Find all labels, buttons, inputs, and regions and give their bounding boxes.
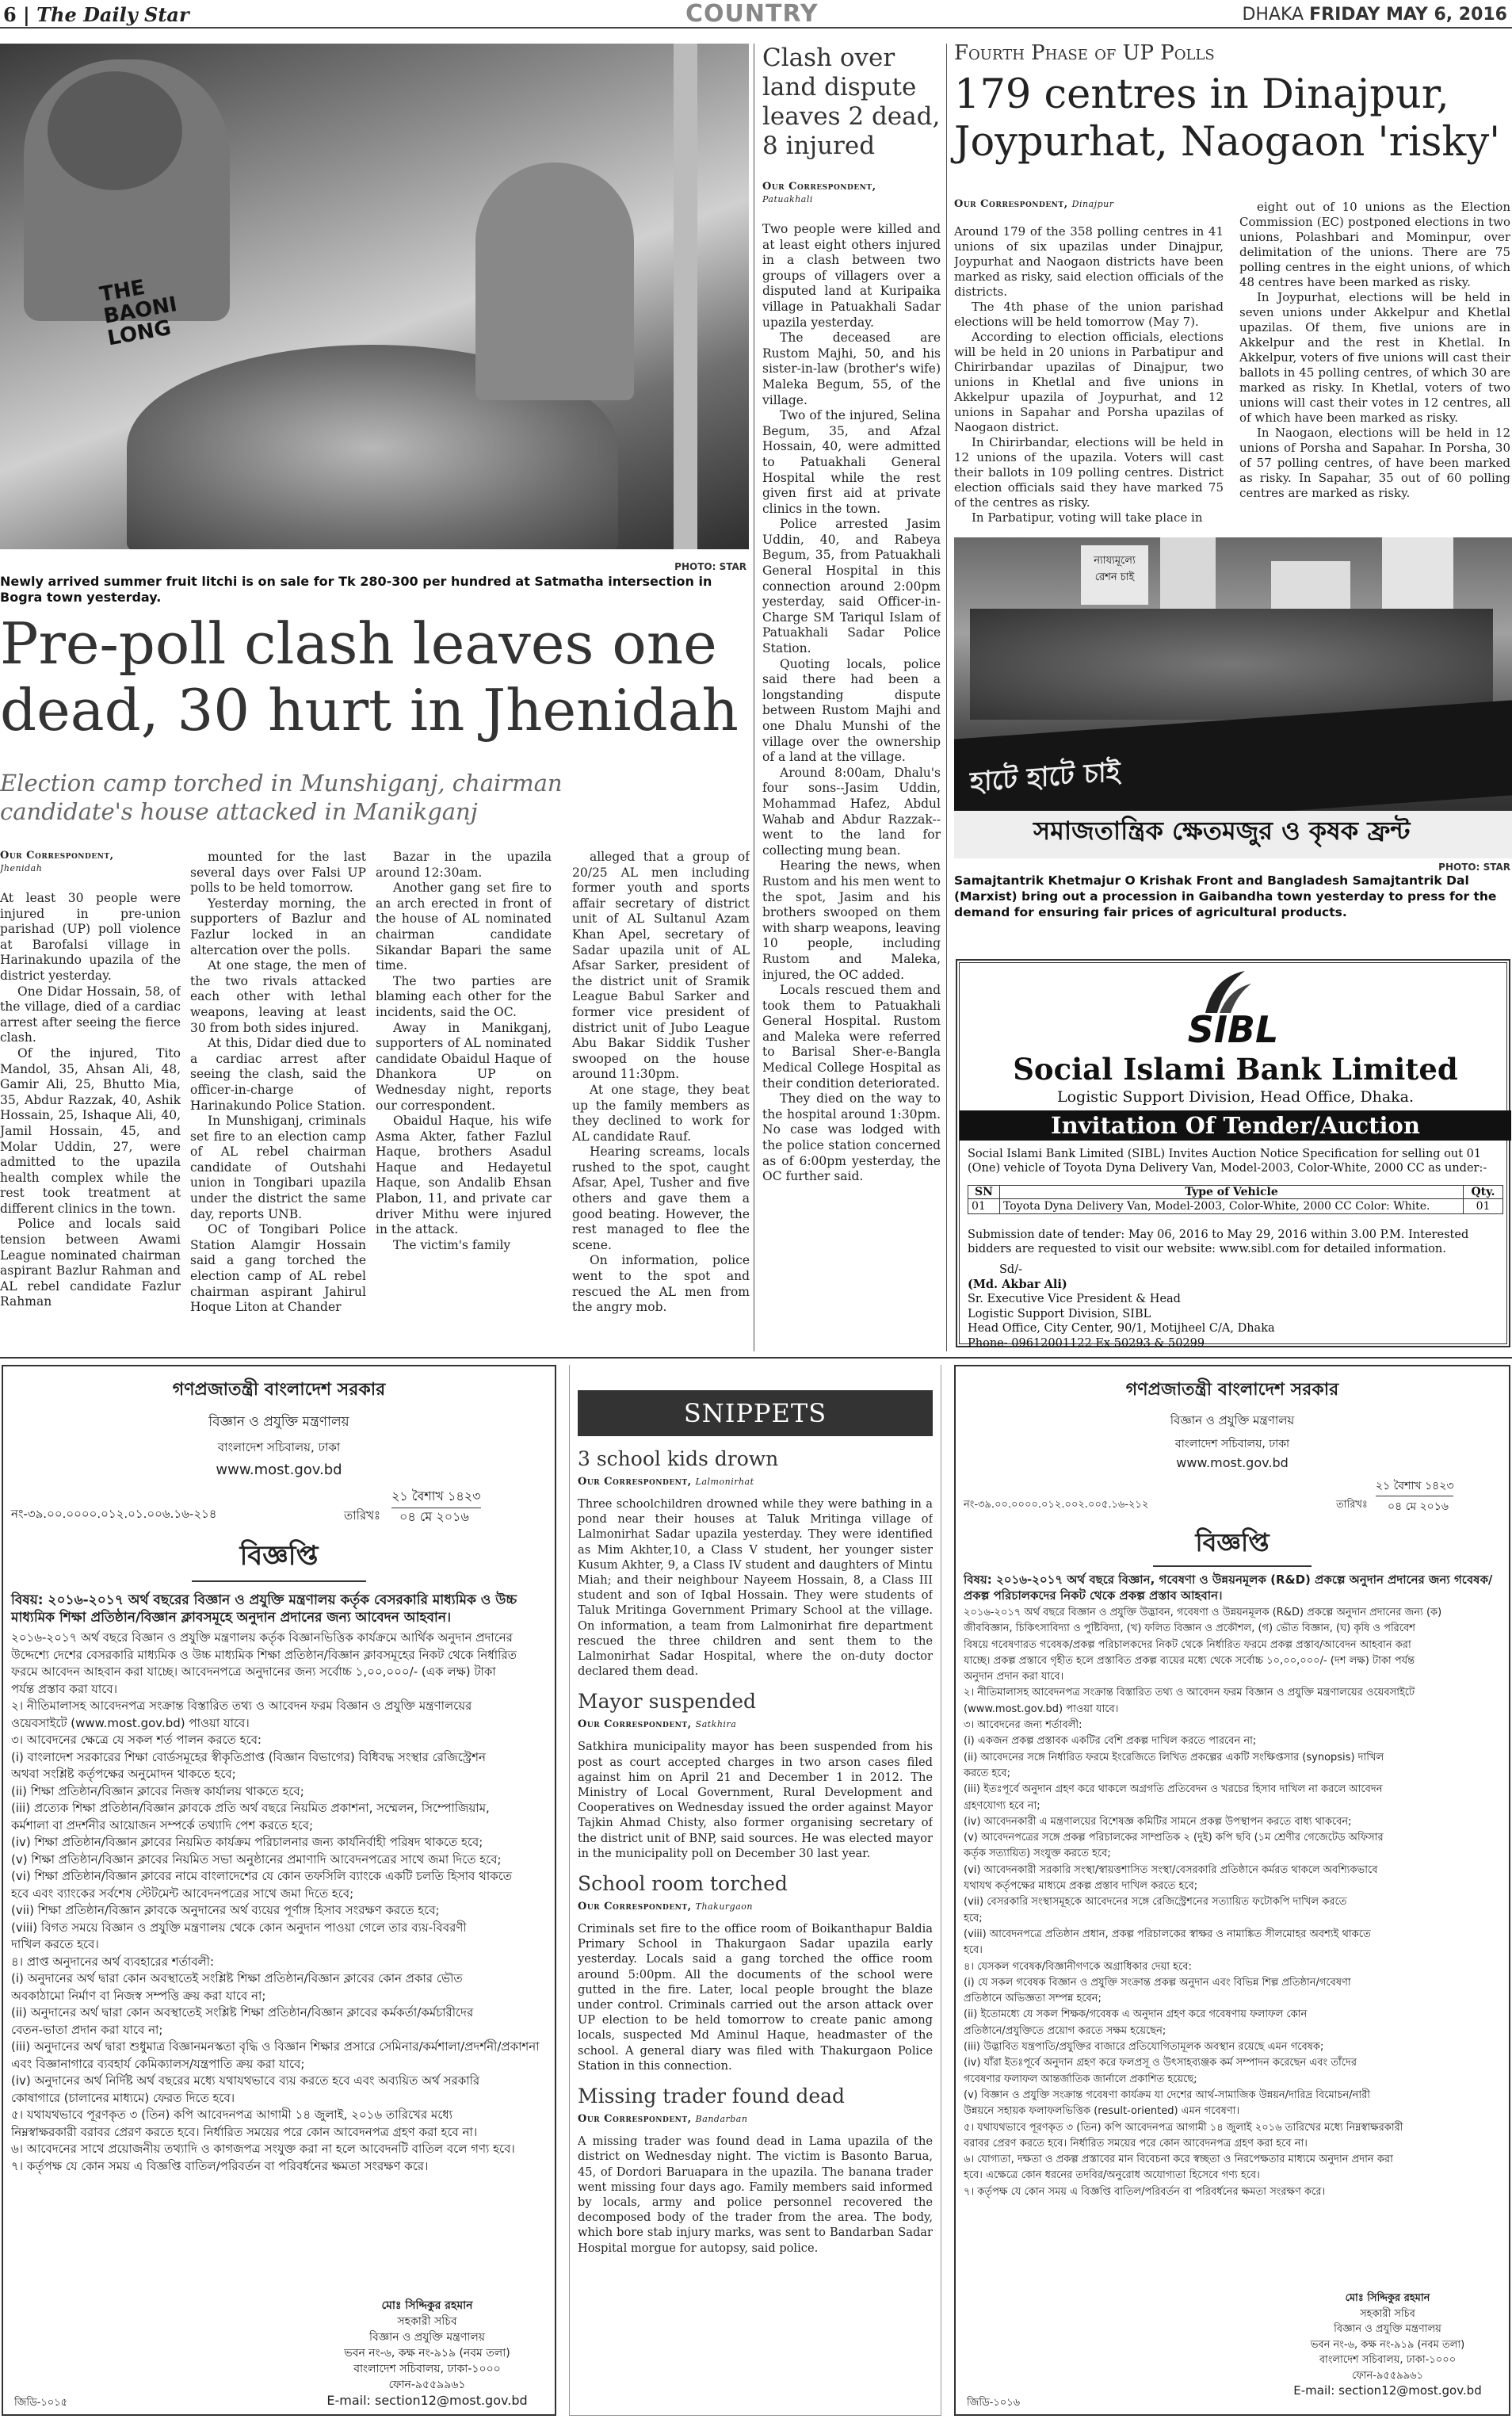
- story3-headline: 179 centres in Dinajpur, Joypurhat, Naogaon 'risky': [954, 71, 1501, 166]
- photo2-caption: Samajtantrik Khetmajur O Krishak Front and Bangladesh Samajtantrik Dal (Marxist) bring out a procession in Gaibandha town yesterday to press for the demand for ensuring fair prices of agricultural products.: [954, 873, 1497, 919]
- notice-line: ৬। যোগ্যতা, দক্ষতা ও প্রকল্প প্রস্তাবের মান বিবেচনা করে স্বচ্ছতা ও নিরপেক্ষতার মাধ্যমে অনুদান প্রদান করা: [964, 2153, 1393, 2166]
- table-header-sn: SN: [968, 1186, 1000, 1199]
- notice-line: ২০১৬-২০১৭ অর্থ বছরে বিজ্ঞান ও প্রযুক্তি মন্ত্রণালয় কর্তৃক বিজ্ঞানভিত্তিক কার্যক্রমে আর্থিক অনুদান প্রদানের: [11, 1630, 513, 1645]
- notice-line: হবে। এক্ষেত্রে কোন ধরনের তদবির/অনুরোধ অযোগ্যতা হিসেবে গণ্য হবে।: [964, 2169, 1260, 2182]
- notice-left-subject: বিষয়: ২০১৬-২০১৭ অর্থ বছরের বিজ্ঞান ও প্রযুক্তি মন্ত্রণালয় কর্তৃক বেসরকারি মাধ্যমিক ও উচ্চ মাধ্যমিক শিক্ষা প্রতিষ্ঠান/বিজ্ঞান ক্লাবসমূহে অনুদান প্রদানের জন্য আবেদন আহবান।: [11, 1592, 517, 1626]
- story3-byline: Our Correspondent, Dinajpur: [954, 198, 1114, 210]
- snippet-item: [578, 1447, 933, 1679]
- paragraph: Hearing screams, locals rushed to the spot, caught Afsar, Apel, Tusher and five others and gave them a good beating. However, the rest managed to flee the scene.: [572, 1145, 750, 1252]
- notice-line: বেতন-ভাতা প্রদান করা যাবে না;: [11, 2022, 163, 2037]
- notice-left-ministry: বিজ্ঞান ও প্রযুক্তি মন্ত্রণালয়: [208, 1414, 349, 1430]
- notice-right-date2: ০৪ মে ২০১৬: [1388, 1500, 1449, 1513]
- notice-line: (vii) শিক্ষা প্রতিষ্ঠান/বিজ্ঞান ক্লাবকে অনুদানের অর্থ ব্যয়ের পূর্ণাঙ্গ হিসাব সংরক্ষণ করতে হবে;: [11, 1903, 440, 1917]
- notice-left-web: www.most.gov.bd: [216, 1462, 342, 1478]
- paragraph: Another gang set fire to an arch erected in front of the house of AL nominated chairman candidate Sikandar Bapari the same time.: [376, 881, 552, 973]
- notice-right-code: জিডি-১০১৬: [967, 2397, 1021, 2409]
- notice-line: এবং বিজ্ঞানাগারে ব্যবহার্য কেমিক্যালস/যন্ত্রপাতি ক্রয় করা যাবে;: [11, 2056, 305, 2071]
- notice-line: (i) যে সকল গবেষক বিজ্ঞান ও প্রযুক্তি সংক্রান্ত প্রকল্প অনুদান এবং বিভিন্ন শিল্প প্রতিষ্ঠান/গবেষণা: [964, 1976, 1351, 1989]
- notice-line: ৪। যেসকল গবেষক/বিজ্ঞানীগণকে অগ্রাধিকার দেয়া হবে:: [964, 1960, 1192, 1973]
- notice-line: (vii) বেসরকারি সংস্থাসমূহকে আবেদনের সঙ্গে রেজিস্ট্রেশনের সত্যায়িত ফটোকপি দাখিল করতে: [964, 1896, 1347, 1909]
- paragraph: The two parties are blaming each other for the incidents, said the OC.: [376, 973, 552, 1019]
- notice-left-office: বাংলাদেশ সচিবালয়, ঢাকা: [217, 1440, 341, 1454]
- paragraph: Police and locals said tension between Awami League nominated chairman aspirant Bazlur Rahman and AL rebel candidate Fazlur Rahman: [0, 1217, 181, 1309]
- notice-line: ২। নীতিমালাসহ আবেদনপত্র সংক্রান্ত বিস্তারিত তথ্য ও আবেদন ফরম বিজ্ঞান ও প্রযুক্তি মন্ত্রণালয়ের: [11, 1699, 472, 1713]
- story1-subhead: Election camp torched in Munshiganj, chairman candidate's house attacked in Manikganj: [0, 770, 563, 825]
- notice-line: (iii) প্রত্যেক শিক্ষা প্রতিষ্ঠান/বিজ্ঞান ক্লাবকে প্রতি অর্থ বছরে নিয়মিত প্রকাশনা, সম্মেলন, সিম্পোজিয়াম,: [11, 1801, 490, 1815]
- notice-line: অবকাঠামো নির্মাণ বা নিজস্ব সম্পত্তি ক্রয় করা যাবে না;: [11, 1988, 266, 2003]
- notice-line: (ii) শিক্ষা প্রতিষ্ঠান/বিজ্ঞান ক্লাবের নিজস্ব কার্যালয় থাকতে হবে;: [11, 1783, 304, 1798]
- story2-byline: Our Correspondent, Patuakhali: [762, 181, 876, 204]
- story2-headline: Clash over land dispute leaves 2 dead, 8 injured: [762, 44, 941, 160]
- story1-col1: [0, 891, 181, 1351]
- notice-right-subject: বিষয়: ২০১৬-২০১৭ অর্থ বছরে বিজ্ঞান, গবেষণা ও উন্নয়নমূলক (R&D) প্রকল্পে অনুদান প্রদানের জন্য গবেষক/প্রকল্প পরিচালকদের নিকট থেকে প্রকল্প প্রস্তাব আহবান।: [964, 1573, 1493, 1603]
- notice-left-date-label: তারিখঃ: [344, 1508, 380, 1523]
- notice-line: ২। নীতিমালাসহ আবেদনপত্র সংক্রান্ত বিস্তারিত তথ্য ও আবেদন ফরম বিজ্ঞান ও প্রযুক্তি মন্ত্রণালয়ের ওয়েবসাইটে: [964, 1687, 1415, 1699]
- procession-photo: [954, 537, 1512, 858]
- paragraph: alleged that a group of 20/25 AL men including former youth and sports affair secretary of district unit of AL Sultanul Azam Khan Apel, secretary of Sadar upazila unit of AL Afsar Sarker, president of the district unit of Sramik League Babul Sarker and former vice president of district unit of Jubo League Abu Bakar Siddik Tusher swooped on the house around 11:30pm.: [572, 850, 750, 1082]
- notice-line: ৬। আবেদনের সাথে প্রয়োজনীয় তথ্যাদি ও কাগজপত্র সংযুক্ত করা না হলে আবেদনটি বাতিল বলে গণ্য হবে।: [11, 2142, 515, 2156]
- notice-line: কর্তৃক সত্যায়িত) সংযুক্ত করতে হবে;: [964, 1848, 1111, 1860]
- story3-kicker: Fourth Phase of UP Polls: [954, 41, 1215, 65]
- paragraph: At least 30 people were injured in pre-union parishad (UP) poll violence at Barofalsi village in Harinakundo upazila of the district yesterday.: [0, 891, 181, 983]
- photo2-credit: PHOTO: STAR: [1438, 862, 1510, 873]
- notice-line: অনুদান প্রদান করা যাবে।: [964, 1671, 1064, 1683]
- notice-line: (v) আবেদনপত্রের সঙ্গে প্রকল্প পরিচালকের সাম্প্রতিক ২ (দুই) কপি ছবি (১ম শ্রেণীর গেজেটেড অফিসার: [964, 1832, 1384, 1844]
- page-header: [0, 0, 1512, 29]
- notice-line: উন্নয়নে সহায়ক ফলাফলভিত্তিক (result-oriented) এমন গবেষণা।: [964, 2105, 1240, 2118]
- snippet-headline: Missing trader found dead: [578, 2085, 846, 2108]
- page-date: DHAKA FRIDAY MAY 6, 2016: [1242, 5, 1507, 25]
- notice-line: (iii) অনুদানের অর্থ দ্বারা শুধুমাত্র বিজ্ঞানমনস্কতা বৃদ্ধি ও বিজ্ঞান শিক্ষার প্রসারে সেমিনার/কর্মশালা/প্রদর্শনী/প্রকাশনা: [11, 2039, 540, 2054]
- paragraph: One Didar Hossain, 58, of the village, died of a cardiac arrest after seeing the fierce clash.: [0, 984, 181, 1045]
- notice-line: হবে।: [964, 1944, 983, 1957]
- notice-line: (v) বিজ্ঞান ও প্রযুক্তি সংক্রান্ত গবেষণা কার্যক্রম যা দেশের আর্থ-সামাজিক উন্নয়ন/দারিদ্র বিমোচন/নারী: [964, 2088, 1370, 2101]
- paragraph: The deceased are Rustom Majhi, 50, and his sister-in-law (brother's wife) Maleka Begum, 55, of the village.: [762, 331, 941, 407]
- notice-line: গবেষণার ফলাফল আন্তর্জাতিক জার্নালে প্রকাশিত হয়েছে;: [964, 2073, 1197, 2085]
- notice-line: বরাবর প্রেরণ করতে হবে। নির্ধারিত সময়ের পরে কোন আবেদনপত্র গ্রহণ করা হবে না।: [964, 2137, 1308, 2150]
- notice-right-date-label: তারিখঃ: [1336, 1499, 1368, 1511]
- snippet-text: Satkhira municipality mayor has been suspended from his post as court accepted charges in two arson cases filed against him on April 21 and December 1 in 2012. The Ministry of Local Government, Rural Development and Cooperatives on Wednesday issued the order against Mayor Tajkin Ahmad Chisty, also former organising secretary of the district unit of BNP, said sources. He was elected mayor in the municipality poll on December 30 last year.: [578, 1740, 933, 1860]
- notice-line: (ii) অনুদানের অর্থ দ্বারা কোন অবস্থাতেই সংশ্লিষ্ট শিক্ষা প্রতিষ্ঠান/বিজ্ঞান ক্লাবের কর্মকর্তা/কর্মচারীদের: [11, 2005, 474, 2020]
- notice-left-memo: নং-৩৯.০০.০০০০.০১২.০১.০০৬.১৬-২১৪: [11, 1507, 217, 1521]
- paragraph: OC of Tongibari Police Station Alamgir Hossain said a gang torched the election camp of AL rebel chairman aspirant Jahirul Hoque Liton at Chander: [190, 1222, 366, 1315]
- page-masthead: 6 | The Daily Star: [3, 3, 189, 26]
- paragraph: The 4th phase of the union parishad elections will be held tomorrow (May 7).: [954, 300, 1224, 329]
- story1-byline: Our Correspondent, Jhenidah: [0, 850, 114, 873]
- notice-line: ওয়েবসাইটে (www.most.gov.bd) পাওয়া যাবে।: [11, 1715, 250, 1730]
- notice-line: প্রতিষ্ঠানে/প্রযুক্তিতে প্রয়োগ করতে সক্ষম হয়েছেন;: [964, 2024, 1166, 2037]
- notice-right-govt: গণপ্রজাতন্ত্রী বাংলাদেশ সরকার: [1125, 1380, 1339, 1400]
- notice-right-date1: ২১ বৈশাখ ১৪২৩: [1376, 1477, 1453, 1496]
- table-header-type: Type of Vehicle: [1000, 1186, 1464, 1199]
- notice-line: (iv) শিক্ষা প্রতিষ্ঠান/বিজ্ঞান ক্লাবের নিয়মিত কার্যক্রম পরিচালনার জন্য কার্যনির্বাহী পরিষদ থাকতে হবে;: [11, 1835, 483, 1849]
- sibl-intro: Social Islami Bank Limited (SIBL) Invites Auction Notice Specification for selling out 01 (One) vehicle of Toyota Dyna Delivery Van, Model-2003, Color-White, 2000 CC as under:-: [968, 1148, 1487, 1175]
- paragraph: In Naogaon, elections will be held in 12 unions of Porsha and Sapahar. In Porsha, 30 of 57 polling centres, of have been marked as risky. In Sapahar, 35 out of 60 polling centres are marked as risky.: [1239, 426, 1510, 500]
- notice-right-office: বাংলাদেশ সচিবালয়, ঢাকা: [1174, 1438, 1290, 1450]
- sibl-vehicle-table: [968, 1185, 1503, 1214]
- sibl-title: Invitation Of Tender/Auction: [960, 1110, 1511, 1141]
- sibl-name: Social Islami Bank Limited: [1013, 1052, 1458, 1087]
- paragraph: According to election officials, elections will be held in 20 unions in Parbatipur and Chirirbandar upazilas of Dinajpur, two unions in Khetlal and five unions in Akkelpur upazila of Joypurhat, and 12 unions in Sapahar and Porsha upazilas of Naogaon district.: [954, 330, 1224, 434]
- paragraph: Locals rescued them and took them to Patuakhali General Hospital. Rustom and Maleka were referred to Barisal Sher-e-Bangla Medical College Hospital as their condition deteriorated.: [762, 983, 941, 1091]
- sibl-signature-block: Sd/- (Md. Akbar Ali) Sr. Executive Vice President & Head Logistic Support Division, SIBL Head Office, City Center, 90/1, Motijheel C/A, Dhaka Phone- 09612001122 Ex 50293 & 50299: [968, 1263, 1275, 1350]
- paragraph: Quoting locals, police said there had been a longstanding dispute between Rustom Majhi and one Dhalu Munshi of the village over the ownership of a land at the village.: [762, 656, 941, 765]
- notice-line: (iii) উদ্ভাবিত যন্ত্রপাতি/প্রযুক্তির বাজারে প্রতিযোগিতামূলক অবস্থান রয়েছে এমন গবেষক;: [964, 2041, 1324, 2054]
- snippet-text: A missing trader was found dead in Lama upazila of the district on Wednesday night. The victim is Basonto Barua, 45, of Dordori Baruapara in the upazila. The banana trader went missing four days ago. Family members said informed by locals, army and police personnel recovered the decomposed body of the trader from the area. The body, which bore stab injury marks, was sent to Bandarban Sadar Hospital morgue for autopsy, said police.: [578, 2134, 933, 2255]
- table-row: 01 Toyota Dyna Delivery Van, Model-2003, Color-White, 2000 CC Color: White. 01: [968, 1199, 1503, 1214]
- sibl-logo: SIBL: [1187, 1008, 1279, 1051]
- notice-right-body: [964, 1605, 1501, 2318]
- notice-line: (vi) শিক্ষা প্রতিষ্ঠান/বিজ্ঞান ক্লাবের নামে বাংলাদেশের যে কোন তফসিলি ব্যাংকে একটি চলতি হিসাব থাকতে: [11, 1869, 513, 1883]
- notice-line: (iv) আবেদনকারী এ মন্ত্রণালয়ের বিশেষজ্ঞ কমিটির সামনে প্রকল্প উপস্থাপন করতে বাধ্য থাকবেন;: [964, 1815, 1352, 1828]
- snippet-headline: Mayor suspended: [578, 1690, 757, 1714]
- paragraph: mounted for the last several days over Falsi UP polls to be held tomorrow.: [190, 850, 366, 896]
- procession-banner2: সমাজতান্ত্রিক ক্ষেতমজুর ও কৃষক ফ্রন্ট: [954, 811, 1512, 858]
- procession-sign1: ন্যায্যমূল্যে রেশন চাই: [1081, 545, 1148, 605]
- paragraph: Police arrested Jasim Uddin, 40, and Rabeya Begum, 35, from Patuakhali General Hospital in this connection around 2:00pm yesterday, said Officer-in-Charge SM Tariqul Islam of Patuakhali Sadar Police Station.: [762, 517, 941, 656]
- notice-line: ৪। প্রাপ্ত অনুদানের অর্থ ব্যবহারের শর্তাবলী:: [11, 1954, 215, 1969]
- notice-line: গ্রহণযোগ্য হবে না;: [964, 1799, 1040, 1812]
- notice-left-title: বিজ্ঞপ্তি: [192, 1535, 366, 1582]
- snippet-headline: 3 school kids drown: [578, 1447, 779, 1470]
- paragraph: They died on the way to the hospital around 1:30pm. No case was lodged with the police station concerned as of 6:00pm yesterday, the OC further said.: [762, 1091, 941, 1184]
- tshirt-text: THE BAONI LONG: [97, 275, 179, 351]
- notice-line: (i) একজন প্রকল্প প্রস্তাবক একটির বেশি প্রকল্প দাখিল করতে পারবেন না;: [964, 1735, 1257, 1748]
- story2-body: [762, 222, 941, 1351]
- story1-col2: [190, 850, 366, 1351]
- story1-headline: Pre-poll clash leaves one dead, 30 hurt in Jhenidah: [0, 610, 739, 743]
- paragraph: Two of the injured, Selina Begum, 35, and Afzal Hossain, 40, were admitted to Patuakhali General Hospital while the rest given first aid at private clinics in the town.: [762, 408, 941, 516]
- story3-col1: [954, 224, 1224, 535]
- snippet-byline: Our Correspondent, Bandarban: [578, 2113, 748, 2126]
- story1-col3: [376, 850, 552, 1351]
- notice-right: [954, 1365, 1510, 2416]
- notice-line: ৩। আবেদনের জন্য শর্তাবলী:: [964, 1719, 1082, 1732]
- notice-line: (i) অনুদানের অর্থ দ্বারা কোন অবস্থাতেই সংশ্লিষ্ট শিক্ষা প্রতিষ্ঠান/বিজ্ঞান ক্লাবের কোন প্রকার ভৌত: [11, 1971, 463, 1985]
- notice-right-signature: মোঃ সিদ্দিকুর রহমান সহকারী সচিব বিজ্ঞান ও প্রযুক্তি মন্ত্রণালয় ভবন নং-৬, কক্ষ নং-৯১৯ (নবম তলা) বাংলাদেশ সচিবালয়, ঢাকা-১০০০ ফোন-৯৫৫৯৯৬১ E-mail: section12@most.gov.bd: [1293, 2292, 1482, 2398]
- story1-col4: [572, 850, 750, 1351]
- notice-left-govt: গণপ্রজাতন্ত্রী বাংলাদেশ সরকার: [172, 1380, 386, 1400]
- notice-line: (www.most.gov.bd) পাওয়া যাবে।: [964, 1702, 1119, 1715]
- notice-line: কোষাগারে (চালানের মাধ্যমে) ফেরত দিতে হবে।: [11, 2090, 235, 2105]
- notice-line: প্রতিষ্ঠানে অভিজ্ঞতা সম্পন্ন হবেন;: [964, 1993, 1102, 2005]
- paragraph: Obaidul Haque, his wife Asma Akter, father Fazlul Haque, brothers Asadul Haque and Hedayetul Haque, son Andalib Ehsan Plabon, 11, and private car driver Mithu were injured in the attack.: [376, 1114, 552, 1237]
- paragraph: In Parbatipur, voting will take place in: [972, 510, 1203, 525]
- paragraph: Away in Manikganj, supporters of AL nominated candidate Obaidul Haque of Dhankora UP on Wednesday night, reports our correspondent.: [376, 1020, 552, 1113]
- litchi-photo: [0, 44, 749, 549]
- notice-line: ৫। যথাযথভাবে পূরণকৃত ৩ (তিন) কপি আবেদনপত্র আগামী ১৪ জুলাই, ২০১৬ তারিখের মধ্যে: [11, 2108, 453, 2122]
- notice-line: দাখিল করতে হবে।: [11, 1937, 99, 1951]
- paragraph: Two people were killed and at least eight others injured in a clash between two groups of villagers over a disputed land at Kuripaika village in Patuakhali Sadar upazila yesterday.: [762, 222, 941, 330]
- section-title: COUNTRY: [685, 0, 819, 28]
- notice-line: (ii) ইতোমধ্যে যে সকল শিক্ষক/গবেষক এ অনুদান গ্রহণ করে গবেষণায় ফলাফল কোন: [964, 2008, 1308, 2021]
- notice-left-code: জিডি-১০১৫: [14, 2397, 68, 2409]
- notice-right-ministry: বিজ্ঞান ও প্রযুক্তি মন্ত্রণালয়: [1170, 1413, 1295, 1427]
- paragraph: Hearing the news, when Rustom and his men went to the spot, Jasim and his brothers swooped on them with sharp weapons, leaving 10 people, including Rustom and Maleka, injured, the OC added.: [762, 858, 941, 982]
- paragraph: Of the injured, Tito Mandol, 35, Ahsan Ali, 48, Gamir Ali, 25, Bhutto Mia, 35, Abdur Razzak, 40, Ashik Hossain, 25, Ishaque Ali, 40, Jamil Hossain, 45, and Molar Uddin, 27, were admitted to the upazila health complex while the rest took treatment at different clinics in the town.: [0, 1045, 181, 1216]
- snippet-byline: Our Correspondent, Lalmonirhat: [578, 1476, 754, 1488]
- notice-line: (vi) আবেদনকারী সরকারি সংস্থা/স্বায়ত্তশাসিত সংস্থা/বেসরকারি প্রতিষ্ঠানে কর্মরত থাকলে অবশ্যিকভাবে: [964, 1863, 1378, 1876]
- notice-line: ২০১৬-২০১৭ অর্থ বছরে বিজ্ঞান ও প্রযুক্তি উদ্ভাবন, গবেষণা ও উন্নয়নমূলক (R&D) প্রকল্পে অনুদান প্রদানের জন্য (ক): [964, 1607, 1442, 1618]
- notice-line: উদ্দেশ্যে দেশের বেসরকারি মাধ্যমিক ও উচ্চ মাধ্যমিক শিক্ষা প্রতিষ্ঠান/বিজ্ঞান ক্লাবসমূহের নিকট থেকে নির্ধারিত: [11, 1647, 517, 1662]
- notice-left: [2, 1365, 556, 2416]
- snippets-title: SNIPPETS: [578, 1390, 933, 1436]
- snippet-headline: School room torched: [578, 1872, 788, 1896]
- notice-line: কর্মশালা বা প্রদর্শনীর আয়োজন সম্পর্কে তথ্যাদি পেশ করতে হবে;: [11, 1817, 314, 1832]
- sibl-submission: Submission date of tender: May 06, 2016 to May 29, 2016 within 3.00 P.M. Interested bidders are requested to visit our website: www.sibl.com for detailed information.: [968, 1229, 1469, 1255]
- photo1-credit: PHOTO: STAR: [674, 561, 746, 572]
- notice-line: জীববিজ্ঞান, চিকিৎসাবিদ্যা ও পুষ্টিবিদ্যা, (খ) ফলিত বিজ্ঞান ও প্রকৌশল, (গ) ভৌত বিজ্ঞান, (ঘ) কৃষি ও পরিবেশ: [964, 1622, 1415, 1635]
- notice-right-title: বিজ্ঞপ্তি: [1153, 1523, 1312, 1567]
- notice-right-web: www.most.gov.bd: [1176, 1455, 1289, 1470]
- notice-left-date2: ০৪ মে ২০১৬: [399, 1509, 469, 1524]
- snippet-text: Criminals set fire to the office room of Boikanthapur Baldia Primary School in Thakurgaon Sadar upazila early yesterday. Locals said a gang torched the office room around 5:00pm. All the documents of the school were gutted in the fire. Later, local people brought the blaze under control. Criminals carried out the arson attack over UP election to be held tomorrow to create panic among locals, suspected Md Aminul Haque, headmaster of the school. A general diary was filed with Thakurgaon Police Station in this connection.: [578, 1922, 933, 2073]
- snippet-item: [578, 2085, 933, 2256]
- notice-line: (ii) আবেদনের সঙ্গে নির্ধারিত ফরমে ইংরেজিতে লিখিত প্রকল্পের একটি সংক্ষিপ্তসার (synopsis) দাখিল: [964, 1751, 1384, 1764]
- notice-left-date1: ২১ বৈশাখ ১৪২৩: [391, 1486, 481, 1508]
- paragraph: Around 179 of the 358 polling centres in 41 unions of six upazilas under Dinajpur, Joypurhat and Naogaon districts have been marked as risky, said election officials of the districts.: [954, 224, 1224, 299]
- notice-left-signature: মোঃ সিদ্দিকুর রহমান সহকারী সচিব বিজ্ঞান ও প্রযুক্তি মন্ত্রণালয় ভবন নং-৬, কক্ষ নং-৯১৯ (নবম তলা) বাংলাদেশ সচিবালয়, ঢাকা-১০০০ ফোন-৯৫৫৯৯৬১ E-mail: section12@most.gov.bd: [326, 2299, 528, 2408]
- notice-line: (iii) ইতঃপূর্বে অনুদান গ্রহণ করে থাকলে অগ্রগতি প্রতিবেদন ও খরচের হিসাব দাখিল না করলে আবেদন: [964, 1783, 1383, 1796]
- sibl-tender-ad: [956, 959, 1510, 1350]
- notice-line: ৭। কর্তৃপক্ষ যে কোন সময় এ বিজ্ঞপ্তি বাতিল/পরিবর্তন বা পরিবর্ধনের ক্ষমতা সংরক্ষণ করে।: [964, 2185, 1326, 2198]
- paragraph: Around 8:00am, Dhalu's four sons--Jasim Uddin, Mohammad Hafez, Abdul Wahab and Abdur Razzak--went to the land for collecting mung bean.: [762, 765, 941, 858]
- notice-line: (i) বাংলাদেশ সরকারের শিক্ষা বোর্ডসমূহের স্বীকৃতিপ্রাপ্ত (বিজ্ঞান বিভাগের) বিধিবদ্ধ সংস্থার রেজিস্ট্রেশন: [11, 1749, 486, 1764]
- paragraph: At one stage, they beat up the family members as they declined to work for AL candidate Rauf.: [572, 1082, 750, 1144]
- notice-line: (v) শিক্ষা প্রতিষ্ঠান/বিজ্ঞান ক্লাবের নিয়মিত সভা অনুষ্ঠানের প্রমাণাদি আবেদনপত্রের সাথে জমা দিতে হবে;: [11, 1852, 502, 1867]
- notice-line: (iv) যাঁরা ইতঃপূর্বে অনুদান গ্রহণ করে ফলপ্রসূ ও উৎসাহব্যঞ্জক কর্ম সম্পাদন করেছেন এবং তাঁদের: [964, 2057, 1357, 2069]
- snippet-byline: Our Correspondent, Thakurgaon: [578, 1901, 753, 1913]
- notice-line: পর্যন্ত প্রস্তাব করা যাবে।: [11, 1681, 117, 1696]
- notice-line: যাচ্ছে। প্রকল্প প্রস্তাবে গৃহীত হলে প্রস্তাবিত প্রকল্প ব্যয়ের মধ্যে থেকে সর্বোচ্চ ১০,০০,০০০/- (দশ লক্ষ) টাকা পর্যন্ত: [964, 1654, 1415, 1667]
- sibl-division: Logistic Support Division, Head Office, Dhaka.: [1056, 1088, 1415, 1106]
- notice-line: (iv) অনুদানের অর্থ নির্দিষ্ট অর্থ বছরের মধ্যে যথাযথভাবে ব্যয় করতে হবে এবং অব্যয়িত অর্থ সরকারি: [11, 2073, 480, 2088]
- notice-line: হবে;: [964, 1912, 983, 1924]
- notice-line: ৩। আবেদনের ক্ষেত্রে যে সকল শর্ত পালন করতে হবে:: [11, 1733, 262, 1747]
- notice-line: অথবা সংশ্লিষ্ট কর্তৃপক্ষের অনুমোদন থাকতে হবে;: [11, 1767, 236, 1781]
- notice-line: ফরমে আবেদন আহবান করা যাচ্ছে। আবেদনপত্রে অনুদানের জন্য সর্বোচ্চ ১,০০,০০০/- (এক লক্ষ) টাকা: [11, 1664, 496, 1679]
- paragraph: The victim's family: [393, 1237, 511, 1252]
- notice-line: করতে হবে;: [964, 1767, 1011, 1779]
- notice-left-body: [11, 1630, 547, 2291]
- snippet-item: [578, 1690, 933, 1861]
- notice-line: নিম্নস্বাক্ষরকারী বরাবর প্রেরণ করতে হবে। নির্ধারিত সময়ের পরে কোন আবেদনপত্র গ্রহণ করা হবে না।: [11, 2124, 478, 2139]
- snippet-item: [578, 1872, 933, 2073]
- paragraph: In Chirirbandar, elections will be held in 12 unions of the upazila. Voters will cast their ballots in 109 polling centres. District election officials said they have marked 75 of the centres as risky.: [954, 435, 1224, 510]
- procession-banner1: হাটে হাটে চাই: [954, 700, 1512, 834]
- snippets-box: [569, 1365, 941, 2416]
- story3-col2: [1239, 200, 1510, 536]
- notice-line: (viii) বিগত সময়ে বিজ্ঞান ও প্রযুক্তি মন্ত্রণালয় থেকে কোন অনুদান পাওয়া গেলে তার ব্যয়-বিবরণী: [11, 1920, 467, 1935]
- paragraph: In Joypurhat, elections will be held in seven unions under Akkelpur and Khetlal upazilas. Of them, five unions are in Akkelpur and the rest in Khetlal. In Akkelpur, voters of five unions will cast their ballots in 45 polling centres, of which 30 are marked as risky. In Khetlal, voters of two unions will cast their votes in 12 centres, all of which have been marked as risky.: [1239, 290, 1510, 425]
- notice-line: যথাযথ কর্তৃপক্ষের মাধ্যমে প্রকল্প প্রস্তাব দাখিল করতে হবে;: [964, 1880, 1198, 1893]
- paragraph: At one stage, the men of the two rivals attacked each other with lethal weapons, leaving at least 30 from both sides injured.: [190, 958, 366, 1035]
- notice-line: ৫। যথাযথভাবে পূরণকৃত ৩ (তিন) কপি আবেদনপত্র আগামী ১৪ জুলাই ২০১৬ তারিখের মধ্যে নিম্নস্বাক্ষরকারী: [964, 2121, 1403, 2134]
- table-header-qty: Qty.: [1464, 1186, 1503, 1199]
- paragraph: At this, Didar died due to a cardiac arrest after seeing the clash, said the officer-in-charge of Harinakundo Police Station.: [190, 1036, 366, 1113]
- notice-line: হবে এবং ব্যাংকের সর্বশেষ স্টেটমেন্ট আবেদনপত্রের সাথে জমা দিতে হবে;: [11, 1886, 354, 1901]
- paragraph: On information, police went to the spot and rescued the AL men from the angry mob.: [572, 1253, 750, 1315]
- paragraph: Yesterday morning, the supporters of Bazlur and Fazlur locked in an altercation over the polls.: [190, 896, 366, 957]
- notice-line: বিষয়ে গবেষণারত গবেষক/প্রকল্প পরিচালকদের নিকট থেকে নির্ধারিত ফরমে প্রকল্প প্রস্তাব/আবেদন আহবান করা: [964, 1638, 1411, 1651]
- photo1-caption: Newly arrived summer fruit litchi is on sale for Tk 280-300 per hundred at Satmatha intersection in Bogra town yesterday.: [0, 574, 712, 605]
- paragraph: In Munshiganj, criminals set fire to an election camp of AL rebel chairman candidate of Outshahi union in Tongibari upazila under the district the same day, reports UNB.: [190, 1114, 366, 1221]
- snippet-text: Three schoolchildren drowned while they were bathing in a pond near their houses at Taluk Mritinga village of Lalmonirhat Sadar upazila yesterday. They were identified as Mim Akhter,10, a Class V student, her younger sister Kusum Akhter, 9, a Class IV student and daughters of Mintu Miah; and their neighbour Nayeem Hossain, 8, a Class III student and son of Iqbal Hossain. They were students of Taluk Mritinga Government Primary School at the village. On information, a team from Lalmonirhat fire department rescued the three children and sent them to the Lalmonirhat Sadar Hospital, where the on-duty doctor declared them dead.: [578, 1497, 933, 1679]
- snippet-byline: Our Correspondent, Satkhira: [578, 1718, 737, 1731]
- paragraph: eight out of 10 unions as the Election Commission (EC) postponed elections in two unions, Polashbari and Mominpur, over delimitation of the unions. There are 75 polling centres in the eight unions, of which 48 centres have been marked as risky.: [1239, 200, 1510, 289]
- notice-line: ৭। কর্তৃপক্ষ যে কোন সময় এ বিজ্ঞপ্তি বাতিল/পরিবর্তন বা পরিবর্ধনের ক্ষমতা সংরক্ষণ করে।: [11, 2158, 429, 2173]
- notice-line: (viii) আবেদনপত্রে প্রতিষ্ঠান প্রধান, প্রকল্প পরিচালকের স্বাক্ষর ও নামাঙ্কিত সীলমোহর অবশ্যই থাকতে: [964, 1928, 1371, 1940]
- notice-right-memo: নং-৩৯.০০.০০০০.০১২.০০২.০০৫.১৬-২১২: [964, 1499, 1149, 1511]
- paragraph: Bazar in the upazila around 12:30am.: [376, 850, 552, 880]
